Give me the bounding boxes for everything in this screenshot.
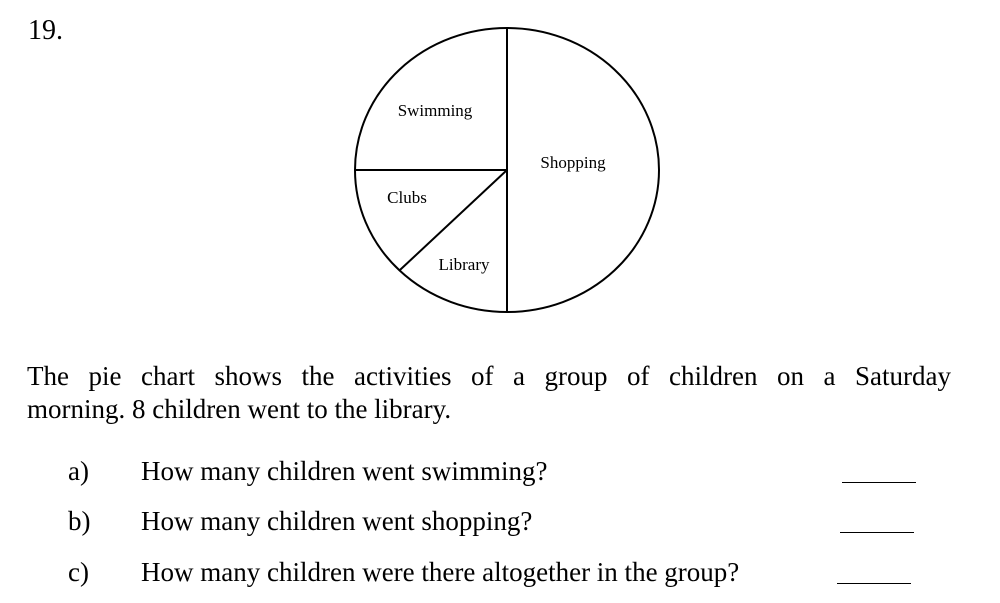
pie-slice-label-shopping: Shopping <box>540 153 606 172</box>
question-a <box>0 454 1000 488</box>
pie-slice-label-library: Library <box>438 255 490 274</box>
intro-line-1: The pie chart shows the activities of a group of children on a Saturday <box>27 361 951 391</box>
intro-line-2: morning. 8 children went to the library. <box>27 394 452 424</box>
answer-blank-b[interactable] <box>840 532 914 533</box>
question-c-letter: c) <box>68 557 89 587</box>
question-a-letter: a) <box>68 456 89 486</box>
answer-blank-a[interactable] <box>842 482 916 483</box>
question-c-text: How many children were there altogether in the group? <box>141 557 740 587</box>
pie-slice-label-swimming: Swimming <box>397 101 473 120</box>
question-c <box>0 555 1000 589</box>
pie-slice-label-clubs: Clubs <box>387 188 427 207</box>
question-b-text: How many children went shopping? <box>141 506 533 536</box>
question-b <box>0 504 1000 538</box>
question-a-text: How many children went swimming? <box>141 456 548 486</box>
question-intro <box>27 360 951 426</box>
question-b-letter: b) <box>68 506 91 536</box>
answer-blank-c[interactable] <box>837 583 911 584</box>
question-number: 19. <box>28 15 63 46</box>
